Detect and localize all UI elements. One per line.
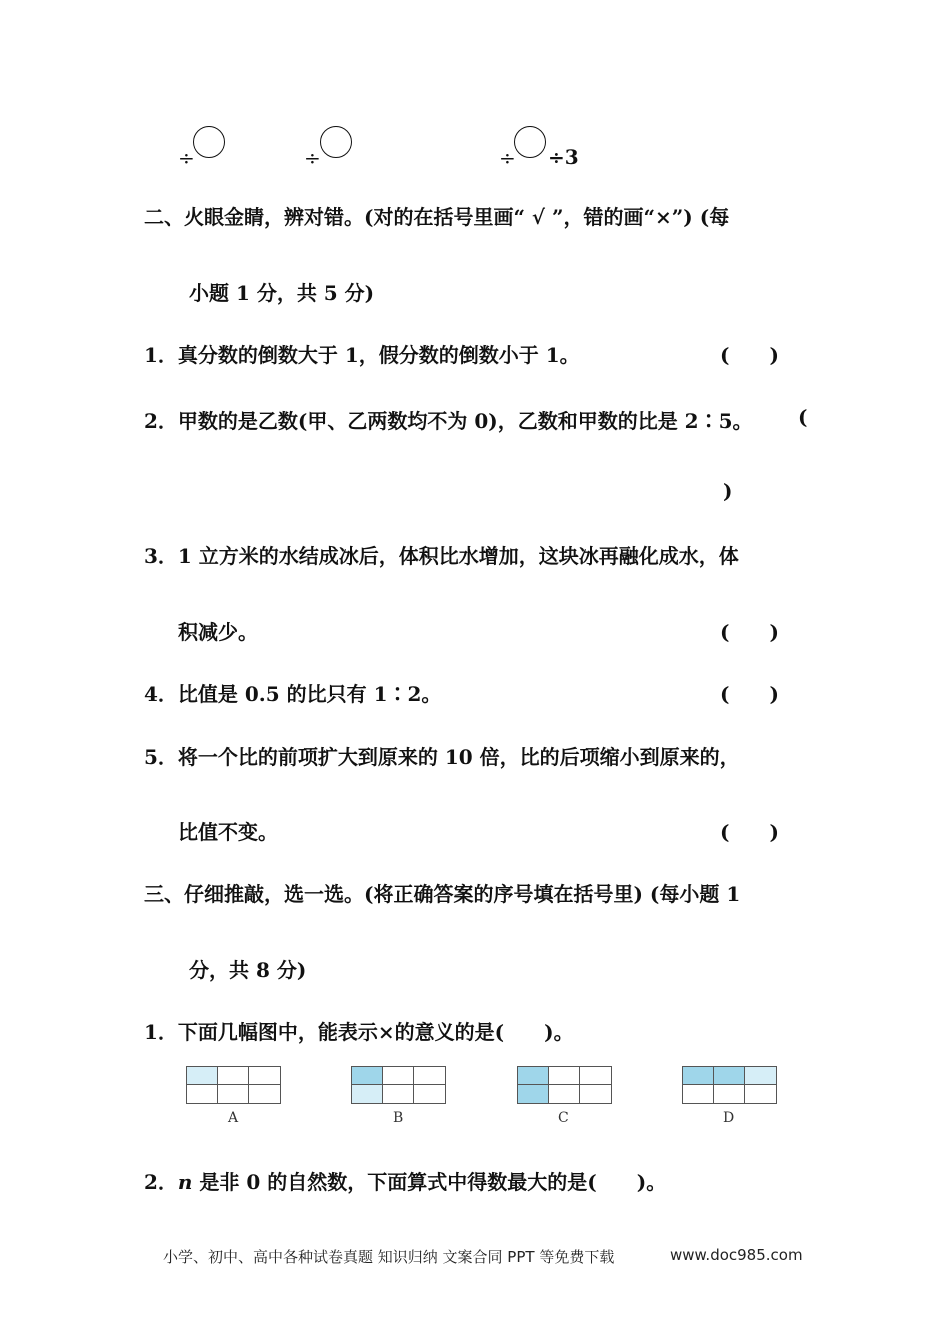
- footer-url[interactable]: www.doc985.com: [670, 1246, 803, 1264]
- grid-cell: [249, 1085, 280, 1103]
- divide-sign-2: ÷: [304, 146, 321, 170]
- s2-item-2-answer-close[interactable]: ): [723, 479, 733, 503]
- grid-cell: [187, 1085, 218, 1103]
- blank-circle-1[interactable]: [193, 126, 225, 158]
- grid-cell: [549, 1085, 580, 1103]
- divide-by-three: ÷3: [548, 145, 579, 169]
- s2-item-3-text: 3．1 立方米的水结成冰后，体积比水增加，这块冰再融化成水，体: [144, 544, 739, 568]
- grid-cell: [745, 1085, 776, 1103]
- s2-item-3-text-cont: 积减少。: [178, 620, 258, 644]
- grid-cell: [549, 1067, 580, 1085]
- grid-cell: [352, 1067, 383, 1085]
- s2-item-5-text: 5．将一个比的前项扩大到原来的 10 倍，比的后项缩小到原来的，: [144, 745, 740, 769]
- s2-item-1-text: 1．真分数的倒数大于 1，假分数的倒数小于 1。: [144, 343, 580, 367]
- option-c-grid[interactable]: [517, 1066, 612, 1104]
- divide-sign-1: ÷: [178, 146, 195, 170]
- section3-heading-cont: 分，共 8 分): [189, 958, 307, 982]
- s2-item-1-answer-blank[interactable]: ( ): [720, 343, 779, 367]
- option-a-grid[interactable]: [186, 1066, 281, 1104]
- s2-item-5-text-cont: 比值不变。: [178, 820, 278, 844]
- divide-sign-3: ÷: [499, 146, 516, 170]
- s2-item-4-answer-blank[interactable]: ( ): [720, 682, 779, 706]
- option-b-label: B: [393, 1110, 404, 1126]
- grid-cell: [714, 1085, 745, 1103]
- grid-cell: [383, 1085, 414, 1103]
- grid-cell: [580, 1067, 611, 1085]
- footer-text: 小学、初中、高中各种试卷真题 知识归纳 文案合同 PPT 等免费下载: [163, 1248, 615, 1266]
- option-d-label: D: [723, 1110, 735, 1126]
- grid-cell: [249, 1067, 280, 1085]
- s3-question-2: [144, 1166, 666, 1195]
- grid-cell: [518, 1085, 549, 1103]
- grid-cell: [714, 1067, 745, 1085]
- grid-cell: [580, 1085, 611, 1103]
- option-a-label: A: [228, 1110, 239, 1126]
- section2-heading: 二、火眼金睛，辨对错。(对的在括号里画“ √ ”，错的画“×”) (每: [144, 205, 730, 229]
- grid-cell: [187, 1067, 218, 1085]
- grid-cell: [745, 1067, 776, 1085]
- grid-cell: [352, 1085, 383, 1103]
- grid-cell: [414, 1067, 445, 1085]
- option-d-grid[interactable]: [682, 1066, 777, 1104]
- blank-circle-3[interactable]: [514, 126, 546, 158]
- grid-cell: [414, 1085, 445, 1103]
- section3-heading: 三、仔细推敲，选一选。(将正确答案的序号填在括号里) (每小题 1: [144, 882, 741, 906]
- s2-item-4-text: 4．比值是 0.5 的比只有 1∶2。: [144, 682, 442, 706]
- option-c-label: C: [558, 1110, 569, 1126]
- s2-item-3-answer-blank[interactable]: ( ): [720, 620, 779, 644]
- option-b-grid[interactable]: [351, 1066, 446, 1104]
- grid-cell: [683, 1085, 714, 1103]
- grid-cell: [218, 1067, 249, 1085]
- grid-cell: [218, 1085, 249, 1103]
- grid-cell: [518, 1067, 549, 1085]
- s2-item-5-answer-blank[interactable]: ( ): [720, 820, 779, 844]
- s3-question-1: 1．下面几幅图中，能表示×的意义的是( )。: [144, 1020, 574, 1044]
- blank-circle-2[interactable]: [320, 126, 352, 158]
- s3-question-2-text: 是非 0 的自然数，下面算式中得数最大的是( )。: [192, 1170, 667, 1194]
- s2-item-2-answer-open[interactable]: (: [798, 405, 808, 429]
- s3-question-2-variable: n: [177, 1170, 193, 1194]
- grid-cell: [683, 1067, 714, 1085]
- s3-question-2-prefix: 2．: [144, 1170, 178, 1194]
- section2-heading-cont: 小题 1 分，共 5 分): [189, 281, 375, 305]
- s2-item-2-text: 2．甲数的是乙数(甲、乙两数均不为 0)，乙数和甲数的比是 2∶5。: [144, 409, 753, 433]
- grid-cell: [383, 1067, 414, 1085]
